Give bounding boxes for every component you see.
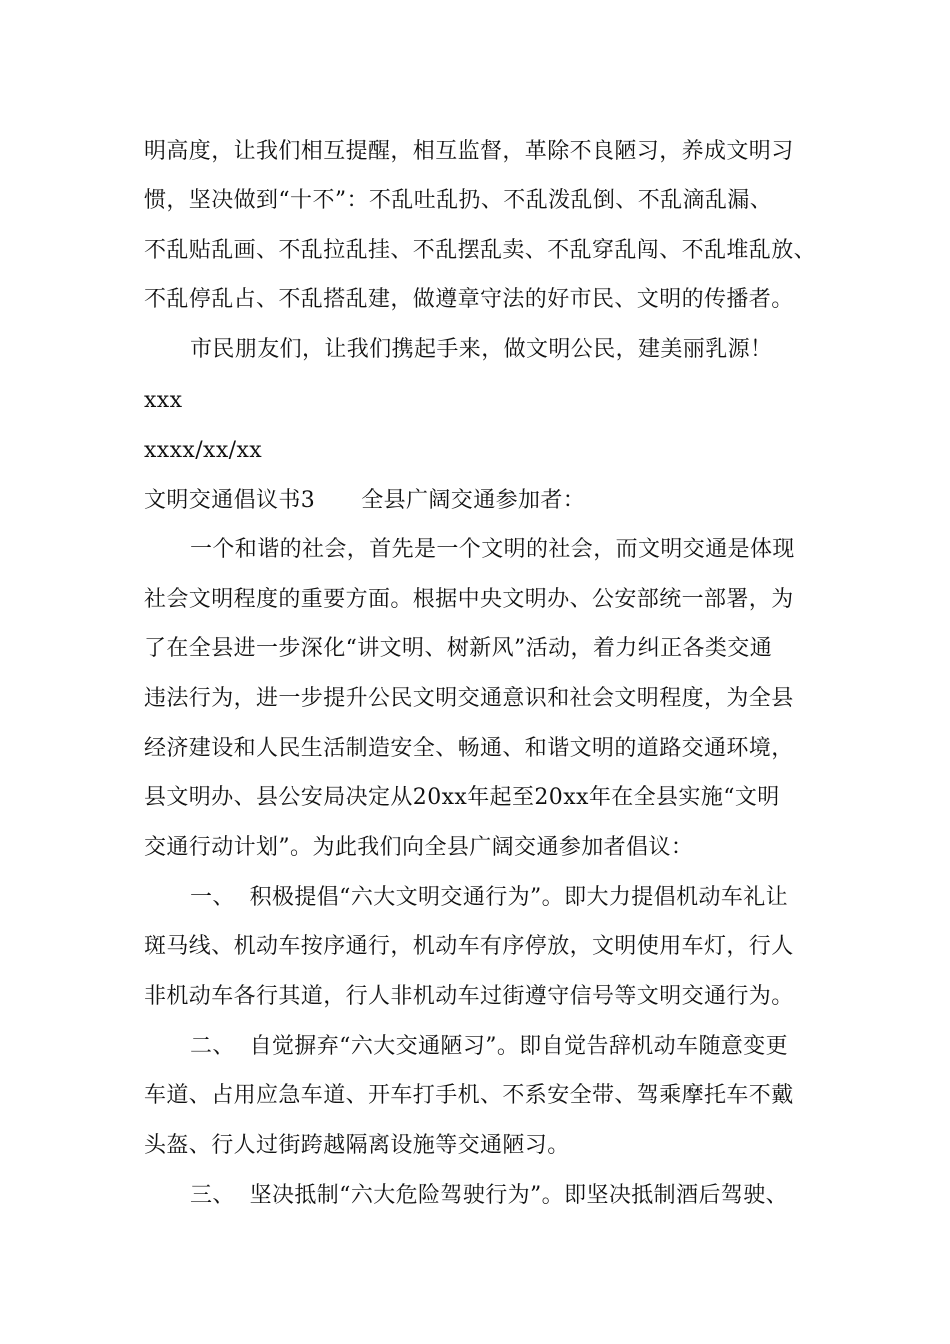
text-line: 斑马线、机动车按序通行，机动车有序停放，文明使用车灯，行人 <box>144 934 794 959</box>
text-line: 违法行为，进一步提升公民文明交通意识和社会文明程度，为全县 <box>144 686 794 711</box>
signature-name: xxx <box>144 388 183 413</box>
text-line: 社会文明程度的重要方面。根据中央文明办、公安部统一部署，为 <box>144 587 794 612</box>
text-line: 了在全县进一步深化“讲文明、树新风”活动，着力纠正各类交通 <box>144 636 773 661</box>
text-line: 二、 自觉摒弃“六大交通陋习”。即自觉告辞机动车随意变更 <box>190 1034 789 1059</box>
text-line: 惯，坚决做到“十不”：不乱吐乱扔、不乱泼乱倒、不乱滴乱漏、 <box>144 188 773 213</box>
section-heading <box>144 486 585 516</box>
text-line: 交通行动计划”。为此我们向全县广阔交通参加者倡议： <box>144 835 694 860</box>
closing-line: 市民朋友们，让我们携起手来，做文明公民，建美丽乳源！ <box>190 337 773 362</box>
signature-date: xxxx/xx/xx <box>144 438 263 463</box>
salutation: 全县广阔交通参加者： <box>361 488 586 513</box>
text-line: 县文明办、县公安局决定从20xx年起至20xx年在全县实施“文明 <box>144 785 780 810</box>
section-title: 文明交通倡议书3 <box>144 488 316 513</box>
text-line: 头盔、行人过街跨越隔离设施等交通陋习。 <box>144 1133 570 1158</box>
text-line: 一、 积极提倡“六大文明交通行为”。即大力提倡机动车礼让 <box>190 885 789 910</box>
text-line: 车道、占用应急车道、开车打手机、不系安全带、驾乘摩托车不戴 <box>144 1083 794 1108</box>
text-line: 明高度，让我们相互提醒，相互监督，革除不良陋习，养成文明习 <box>144 139 794 164</box>
text-line: 三、 坚决抵制“六大危险驾驶行为”。即坚决抵制酒后驾驶、 <box>190 1183 789 1208</box>
text-line: 一个和谐的社会，首先是一个文明的社会，而文明交通是体现 <box>190 537 795 562</box>
text-line: 不乱停乱占、不乱搭乱建，做遵章守法的好市民、文明的传播者。 <box>144 287 794 312</box>
text-line: 非机动车各行其道，行人非机动车过街遵守信号等文明交通行为。 <box>144 984 794 1009</box>
text-line: 经济建设和人民生活制造安全、畅通、和谐文明的道路交通环境， <box>144 736 794 761</box>
text-line: 不乱贴乱画、不乱拉乱挂、不乱摆乱卖、不乱穿乱闯、不乱堆乱放、 <box>144 238 817 263</box>
